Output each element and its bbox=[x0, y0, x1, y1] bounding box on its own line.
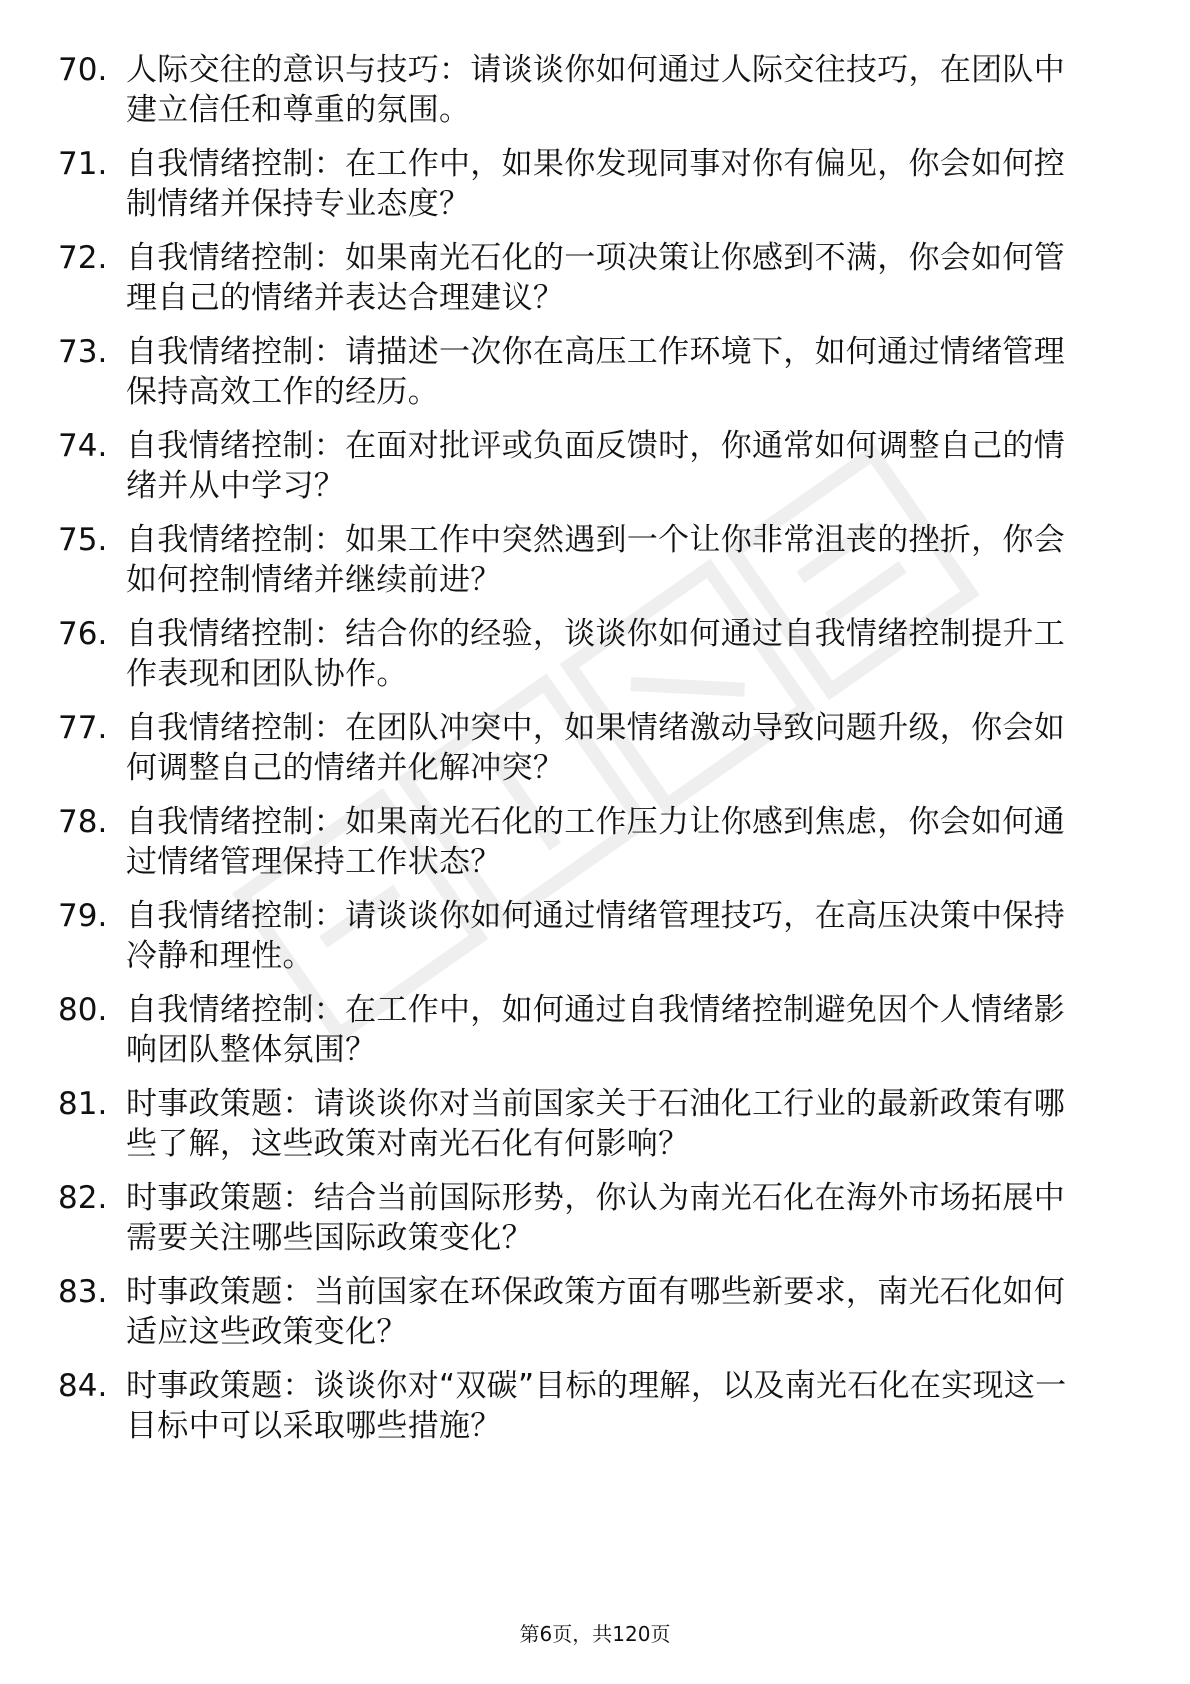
question-item bbox=[0, 896, 1190, 976]
question-item bbox=[0, 708, 1190, 788]
question-number: 80. bbox=[58, 992, 108, 1028]
question-number: 78. bbox=[58, 804, 108, 840]
question-number: 77. bbox=[58, 710, 108, 746]
question-number: 70. bbox=[58, 52, 108, 88]
question-text: 自我情绪控制：在工作中，如何通过自我情绪控制避免因个人情绪影响团队整体氛围？ bbox=[126, 992, 1065, 1068]
question-item bbox=[0, 144, 1190, 224]
question-number: 71. bbox=[58, 146, 108, 182]
question-item bbox=[0, 1272, 1190, 1352]
question-item bbox=[0, 802, 1190, 882]
question-text: 自我情绪控制：在工作中，如果你发现同事对你有偏见，你会如何控制情绪并保持专业态度？ bbox=[126, 146, 1065, 222]
question-text: 时事政策题：谈谈你对“双碳”目标的理解，以及南光石化在实现这一目标中可以采取哪些措施？ bbox=[126, 1368, 1067, 1444]
question-item bbox=[0, 332, 1190, 412]
question-number: 83. bbox=[58, 1274, 108, 1310]
question-number: 82. bbox=[58, 1180, 108, 1216]
question-text: 自我情绪控制：请谈谈你如何通过情绪管理技巧，在高压决策中保持冷静和理性。 bbox=[126, 898, 1065, 974]
question-text: 自我情绪控制：结合你的经验，谈谈你如何通过自我情绪控制提升工作表现和团队协作。 bbox=[126, 616, 1065, 692]
question-text: 自我情绪控制：请描述一次你在高压工作环境下，如何通过情绪管理保持高效工作的经历。 bbox=[126, 334, 1065, 410]
question-number: 73. bbox=[58, 334, 108, 370]
question-item bbox=[0, 1178, 1190, 1258]
question-number: 74. bbox=[58, 428, 108, 464]
question-text: 人际交往的意识与技巧：请谈谈你如何通过人际交往技巧，在团队中建立信任和尊重的氛围。 bbox=[126, 52, 1065, 128]
question-item bbox=[0, 1366, 1190, 1446]
question-item bbox=[0, 50, 1190, 130]
question-item bbox=[0, 520, 1190, 600]
question-number: 84. bbox=[58, 1368, 108, 1404]
question-item bbox=[0, 614, 1190, 694]
question-text: 自我情绪控制：在面对批评或负面反馈时，你通常如何调整自己的情绪并从中学习？ bbox=[126, 428, 1065, 504]
question-number: 81. bbox=[58, 1086, 108, 1122]
question-number: 76. bbox=[58, 616, 108, 652]
page-footer bbox=[0, 1620, 1190, 1648]
page-number-label: 第6页，共120页 bbox=[519, 1622, 671, 1646]
question-number: 79. bbox=[58, 898, 108, 934]
question-item bbox=[0, 238, 1190, 318]
question-number: 72. bbox=[58, 240, 108, 276]
question-text: 时事政策题：结合当前国际形势，你认为南光石化在海外市场拓展中需要关注哪些国际政策变化？ bbox=[126, 1180, 1065, 1256]
question-item bbox=[0, 1084, 1190, 1164]
question-text: 时事政策题：请谈谈你对当前国家关于石油化工行业的最新政策有哪些了解，这些政策对南光石化有何影响？ bbox=[126, 1086, 1065, 1162]
question-item bbox=[0, 990, 1190, 1070]
question-text: 自我情绪控制：如果南光石化的一项决策让你感到不满，你会如何管理自己的情绪并表达合理建议？ bbox=[126, 240, 1065, 316]
question-text: 时事政策题：当前国家在环保政策方面有哪些新要求，南光石化如何适应这些政策变化？ bbox=[126, 1274, 1065, 1350]
question-number: 75. bbox=[58, 522, 108, 558]
question-list bbox=[0, 50, 1190, 1460]
question-item bbox=[0, 426, 1190, 506]
question-text: 自我情绪控制：如果工作中突然遇到一个让你非常沮丧的挫折，你会如何控制情绪并继续前进？ bbox=[126, 522, 1065, 598]
question-text: 自我情绪控制：如果南光石化的工作压力让你感到焦虑，你会如何通过情绪管理保持工作状态？ bbox=[126, 804, 1065, 880]
question-text: 自我情绪控制：在团队冲突中，如果情绪激动导致问题升级，你会如何调整自己的情绪并化解冲突？ bbox=[126, 710, 1065, 786]
